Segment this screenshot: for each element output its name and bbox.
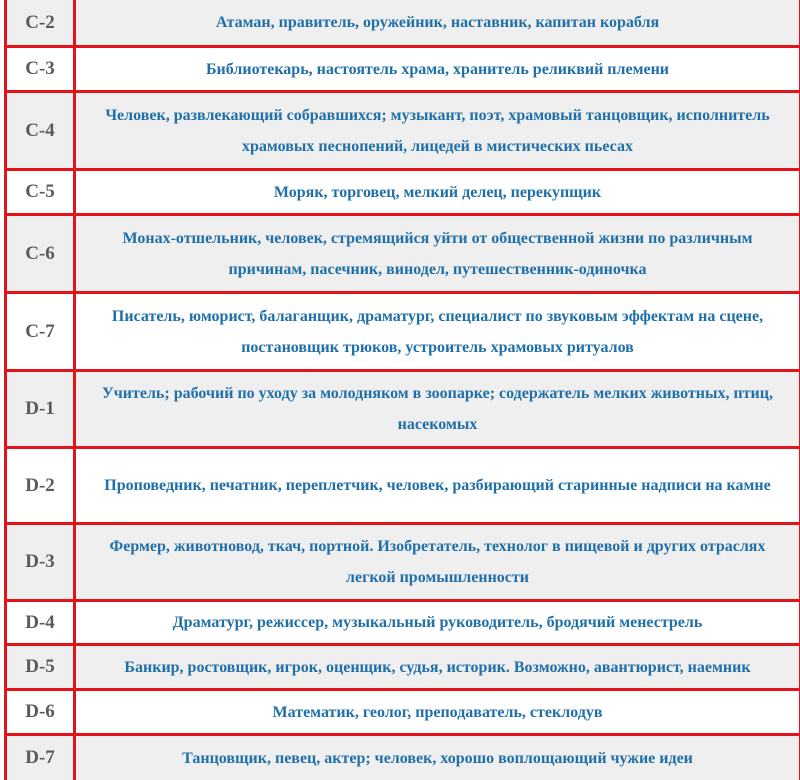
table-row bbox=[7, 369, 799, 446]
table-row bbox=[7, 213, 799, 291]
table-row bbox=[7, 446, 799, 522]
row-description: Проповедник, печатник, переплетчик, человек, разбирающий старинные надписи на камне bbox=[104, 477, 771, 494]
row-description: Танцовщик, певец, актер; человек, хорошо воплощающий чужие идеи bbox=[182, 749, 693, 767]
row-code: D-7 bbox=[7, 736, 76, 780]
row-code: D-2 bbox=[7, 449, 76, 522]
row-description: Фермер, животновод, ткач, портной. Изобретатель, технолог в пищевой и других отраслях легкой промышленности bbox=[109, 538, 766, 586]
table-row bbox=[7, 45, 799, 90]
table-row bbox=[7, 733, 799, 780]
table-row bbox=[7, 522, 799, 599]
row-code: C-5 bbox=[7, 171, 76, 213]
row-code: D-1 bbox=[7, 372, 76, 446]
professions-table bbox=[4, 0, 800, 780]
row-code: C-2 bbox=[7, 0, 76, 45]
table-row bbox=[7, 0, 799, 45]
row-code: D-6 bbox=[7, 691, 76, 733]
row-description: Библиотекарь, настоятель храма, хранитель реликвий племени bbox=[205, 60, 670, 78]
table-row bbox=[7, 90, 799, 168]
row-code: D-4 bbox=[7, 602, 76, 643]
row-code: D-5 bbox=[7, 646, 76, 688]
table-row bbox=[7, 688, 799, 733]
row-description: Банкир, ростовщик, игрок, оценщик, судья, историк. Возможно, авантюрист, наемник bbox=[124, 658, 751, 676]
row-description: Математик, геолог, преподаватель, стеклодув bbox=[272, 703, 603, 721]
row-code: C-4 bbox=[7, 93, 76, 168]
row-description: Учитель; рабочий по уходу за молодняком в зоопарке; содержатель мелких животных, птиц, насекомых bbox=[102, 385, 773, 433]
table-row bbox=[7, 168, 799, 213]
table-row bbox=[7, 643, 799, 688]
row-description: Моряк, торговец, мелкий делец, перекупщик bbox=[273, 183, 602, 201]
row-code: D-3 bbox=[7, 525, 76, 599]
row-code: C-6 bbox=[7, 216, 76, 291]
row-description: Драматург, режиссер, музыкальный руководитель, бродячий менестрель bbox=[172, 614, 703, 631]
row-description: Человек, развлекающий собравшихся; музыкант, поэт, храмовый танцовщик, исполнитель храмовых песнопений, лицедей в мистических пьесах bbox=[105, 106, 770, 155]
row-description: Писатель, юморист, балаганщик, драматург, специалист по звуковым эффектам на сцене, постановщик трюков, устроитель храмовых ритуалов bbox=[111, 307, 764, 356]
row-description: Монах-отшельник, человек, стремящийся уйти от общественной жизни по различным причинам, пасечник, винодел, путешественник-одиночка bbox=[122, 229, 753, 278]
row-code: C-3 bbox=[7, 48, 76, 90]
table-row bbox=[7, 599, 799, 643]
row-description: Атаман, правитель, оружейник, наставник, капитан корабля bbox=[215, 14, 660, 31]
row-code: C-7 bbox=[7, 294, 76, 369]
table-row bbox=[7, 291, 799, 369]
